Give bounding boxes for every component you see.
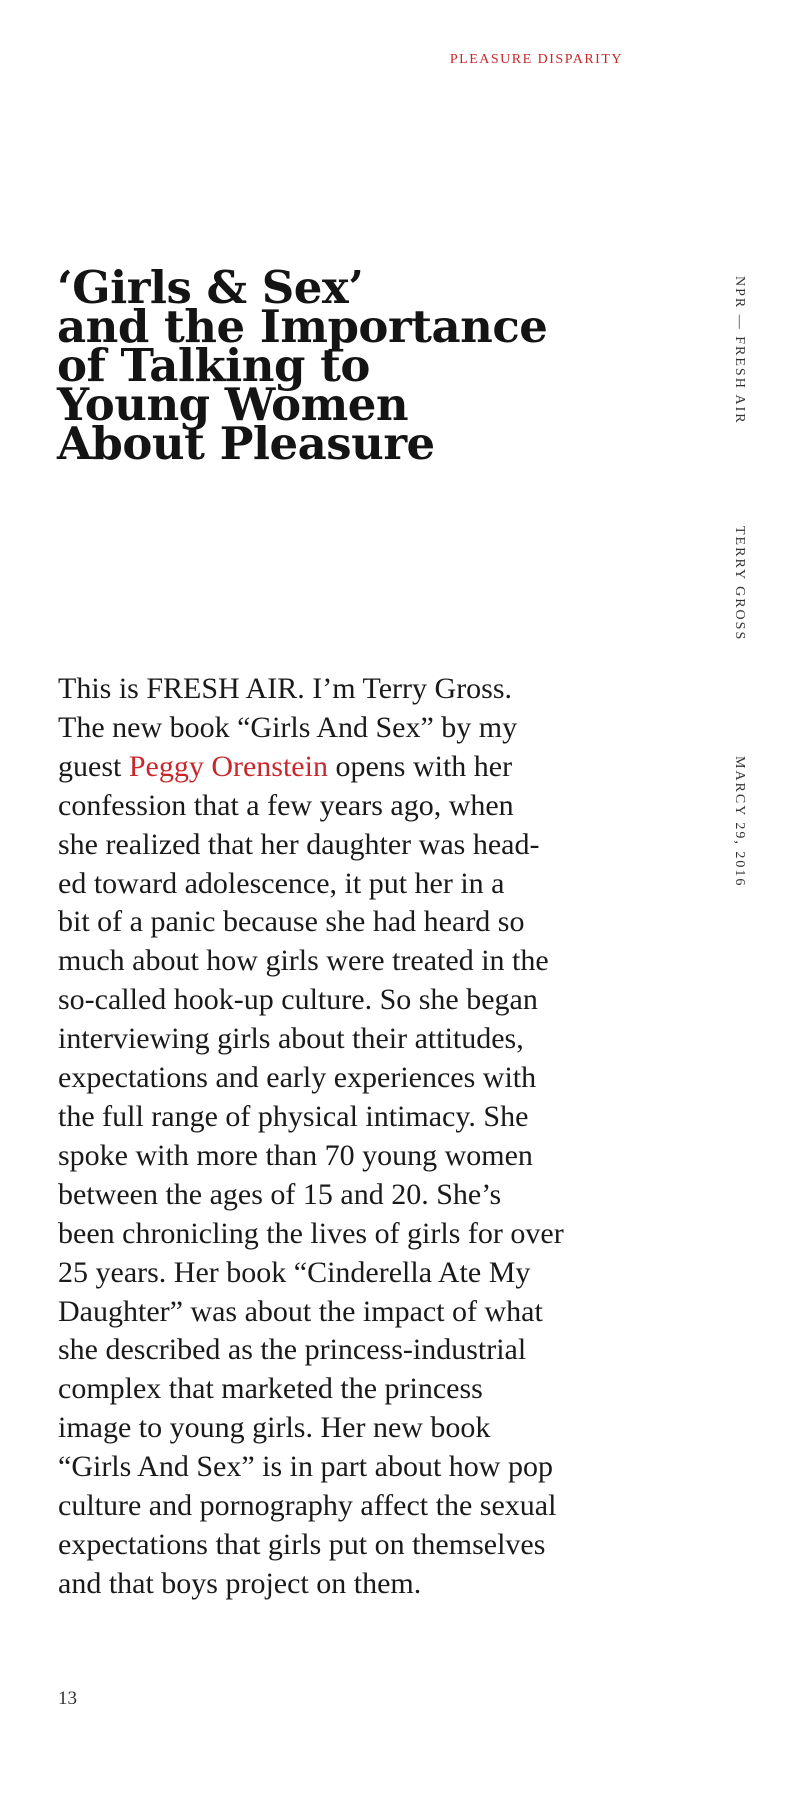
date-label: MARCY 29, 2016 — [732, 756, 747, 888]
body-line: image to young girls. Her new book — [58, 1411, 491, 1445]
body-text-fragment: opens with her — [327, 749, 513, 783]
title-line: Young Women — [57, 378, 409, 431]
body-line: spoke with more than 70 young women — [58, 1138, 533, 1172]
body-line: interviewing girls about their attitudes, — [58, 1022, 524, 1056]
page-number: 13 — [58, 1688, 77, 1709]
body-text-fragment: guest — [58, 749, 129, 783]
article-body — [58, 670, 633, 1604]
body-line: confession that a few years ago, when — [58, 788, 514, 822]
body-line: The new book “Girls And Sex” by my — [58, 710, 518, 744]
body-line: bit of a panic because she had heard so — [58, 905, 525, 939]
body-line: expectations and early experiences with — [58, 1061, 537, 1095]
body-line: culture and pornography affect the sexual — [58, 1489, 557, 1523]
body-line: she realized that her daughter was head- — [58, 827, 540, 861]
body-line: between the ages of 15 and 20. She’s — [58, 1177, 502, 1211]
body-line: much about how girls were treated in the — [58, 944, 549, 978]
author-link[interactable]: Peggy Orenstein — [128, 749, 328, 783]
body-line: ed toward adolescence, it put her in a — [58, 866, 505, 900]
author-label: TERRY GROSS — [732, 526, 747, 642]
article-title — [57, 261, 617, 470]
body-line: This is FRESH AIR. I’m Terry Gross. — [58, 672, 513, 705]
title-line: ‘Girls & Sex’ — [57, 261, 364, 314]
body-line: “Girls And Sex” is in part about how pop — [58, 1450, 553, 1484]
title-line: About Pleasure — [57, 417, 435, 470]
body-line: 25 years. Her book “Cinderella Ate My — [58, 1255, 531, 1289]
running-head: PLEASURE DISPARITY — [449, 52, 623, 67]
title-line: of Talking to — [57, 339, 370, 392]
body-line: so-called hook-up culture. So she began — [58, 983, 538, 1017]
body-line: the full range of physical intimacy. She — [58, 1099, 529, 1133]
body-line: and that boys project on them. — [58, 1566, 422, 1600]
body-line — [58, 748, 633, 787]
source-label: NPR — FRESH AIR — [732, 276, 747, 425]
body-line: she described as the princess-industrial — [58, 1333, 527, 1367]
body-line: complex that marketed the princess — [58, 1372, 483, 1406]
title-line: and the Importance — [57, 300, 548, 353]
body-line: been chronicling the lives of girls for over — [58, 1216, 564, 1250]
body-line: Daughter” was about the impact of what — [58, 1294, 543, 1328]
body-line: expectations that girls put on themselves — [58, 1527, 546, 1561]
